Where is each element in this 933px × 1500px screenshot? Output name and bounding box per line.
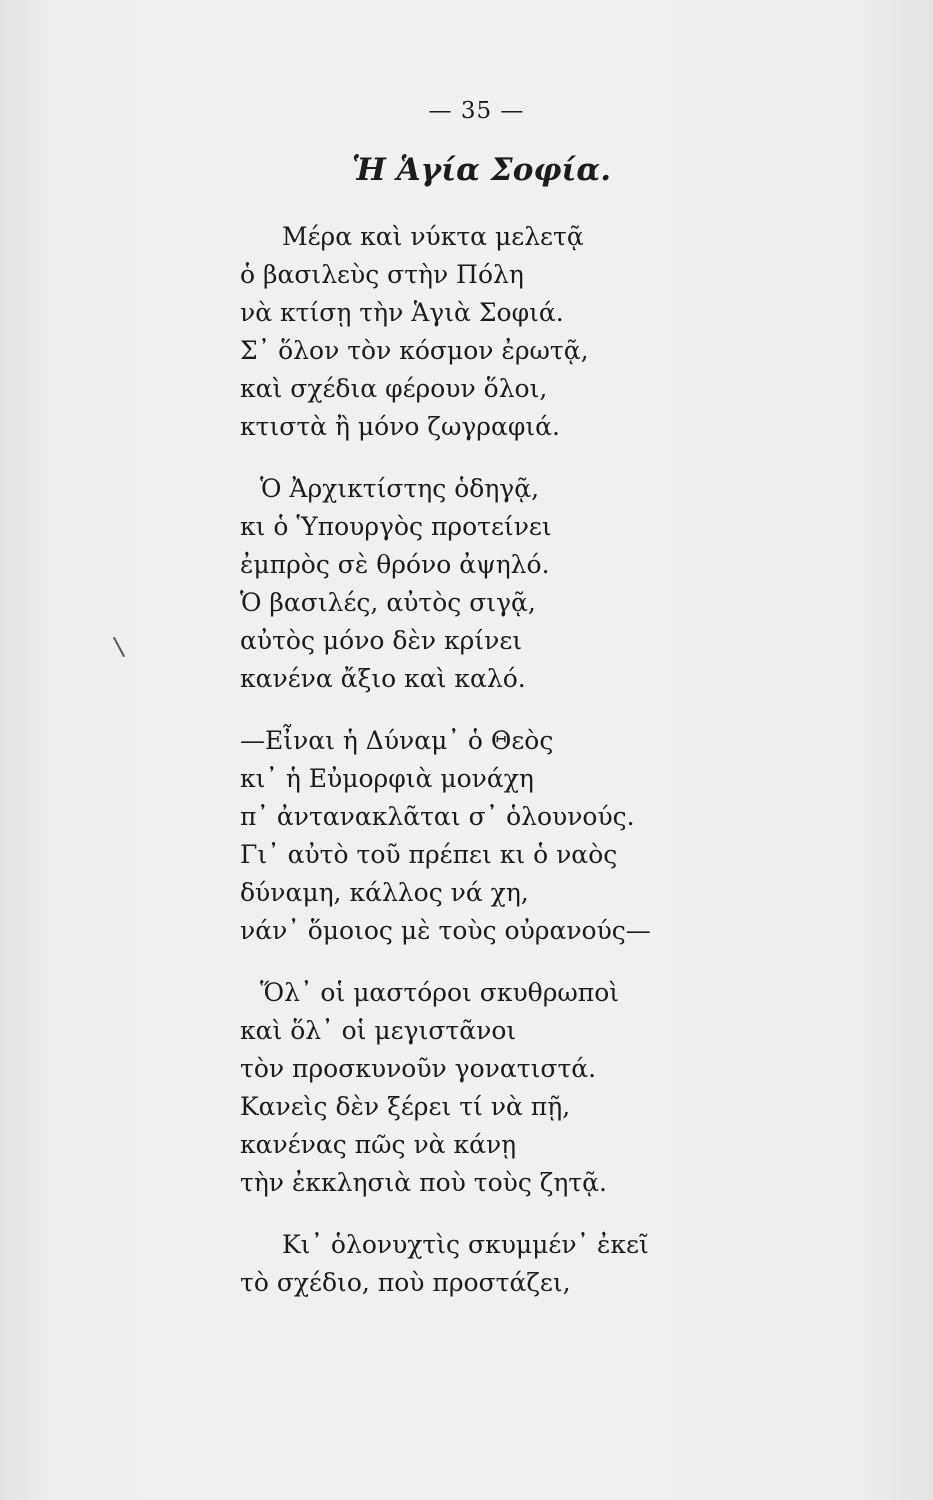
poem-line: Ὅλ᾽ οἱ μαστόροι σκυθρωποὶ (260, 978, 620, 1007)
poem-line: καὶ ὅλ᾽ οἱ μεγιστᾶνοι (240, 1016, 517, 1045)
stanza-1 (240, 218, 760, 446)
stanza-5 (240, 1226, 760, 1302)
stanza-2 (240, 470, 760, 698)
poem-line: κτιστὰ ἢ μόνο ζωγραφιά. (240, 412, 560, 441)
poem-line: Γι᾽ αὐτὸ τοῦ πρέπει κι ὁ ναὸς (240, 840, 618, 869)
poem-line: κανένα ἄξιο καὶ καλό. (240, 664, 526, 693)
poem-line: κι᾽ ἡ Εὐμορφιὰ μονάχη (240, 764, 534, 793)
poem-line: καὶ σχέδια φέρουν ὅλοι, (240, 374, 548, 403)
poem-line: ὁ βασιλεὺς στὴν Πόλη (240, 260, 524, 289)
margin-mark (113, 637, 125, 657)
poem-line: νάν᾽ ὅμοιος μὲ τοὺς οὐρανούς— (240, 916, 651, 945)
poem-line: τὸν προσκυνοῦν γονατιστά. (240, 1054, 597, 1083)
poem-line: Κι᾽ ὁλονυχτὶς σκυμμέν᾽ ἐκεῖ (282, 1230, 649, 1259)
poem-line: αὐτὸς μόνο δὲν κρίνει (240, 626, 523, 655)
poem-title: Ἡ Ἁγία Σοφία. (351, 152, 612, 188)
poem-line: δύναμη, κάλλος νά χη, (240, 878, 529, 907)
poem-line: Μέρα καὶ νύκτα μελετᾷ (282, 222, 584, 251)
poem-line: κανένας πῶς νὰ κάνῃ (240, 1130, 517, 1159)
poem-line: Ὁ Ἀρχικτίστης ὁδηγᾷ, (260, 474, 540, 503)
poem-line: π᾽ ἀντανακλᾶται σ᾽ ὁλουνούς. (240, 802, 635, 831)
page-number: — 35 — (428, 98, 525, 124)
poem-line: νὰ κτίσῃ τὴν Ἁγιὰ Σοφιά. (240, 298, 564, 327)
poem-line: τὴν ἐκκλησιὰ ποὺ τοὺς ζητᾷ. (240, 1168, 607, 1197)
poem-line: ἐμπρὸς σὲ θρόνο ἀψηλό. (240, 550, 550, 579)
poem-line: —Εἶναι ἡ Δύναμ᾽ ὁ Θεὸς (240, 726, 554, 755)
stanza-4 (240, 974, 760, 1202)
stanza-3 (240, 722, 760, 950)
poem-line: κι ὁ Ὑπουργὸς προτείνει (240, 512, 552, 541)
poem-line: Σ᾽ ὅλον τὸν κόσμον ἐρωτᾷ, (240, 336, 589, 365)
poem-line: τὸ σχέδιο, ποὺ προστάζει, (240, 1268, 571, 1297)
poem-body (240, 218, 760, 1326)
poem-line: Κανεὶς δὲν ξέρει τί νὰ πῇ, (240, 1092, 571, 1121)
poem-line: Ὁ βασιλές, αὐτὸς σιγᾷ, (240, 588, 536, 617)
